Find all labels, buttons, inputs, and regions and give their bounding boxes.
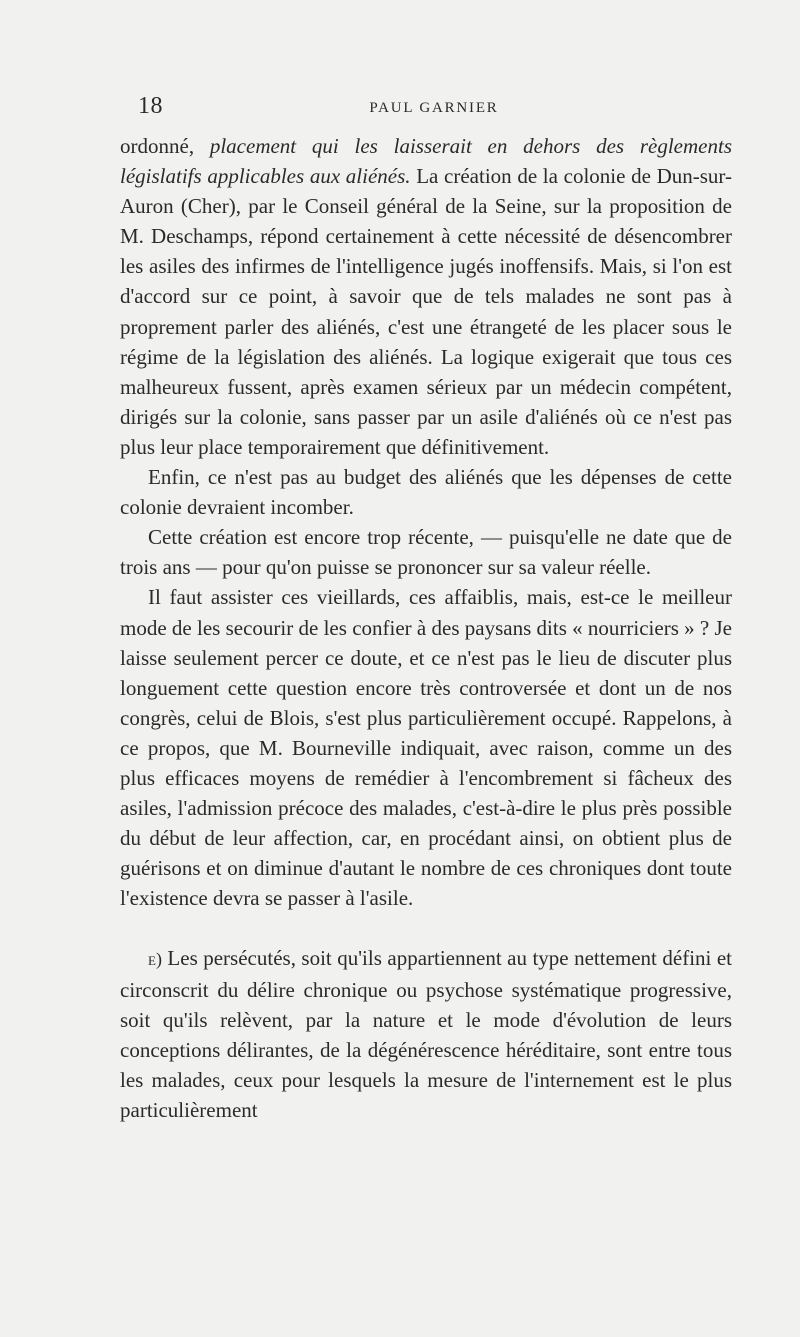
running-title: PAUL GARNIER [369,100,499,116]
paragraph-5-text: Les persécutés, soit qu'ils appartiennent au type nettement défini et circonscrit du délire chronique ou psychose systématique progressive, soit qu'ils relèvent, par la nature et le mode d'évolution de leurs conceptions délirantes, de la dégénérescence héréditaire, sont entre tous les malades, ceux pour lesquels la mesure de l'internement est le plus particulièrement [120,946,732,1122]
running-head [138,93,730,123]
paragraph-1-italic: placement qui les laisserait en dehors des règlements législatifs applicables aux aliénés. [120,134,732,189]
section-marker: e) [148,949,162,970]
paragraph-2: Enfin, ce n'est pas au budget des aliénés que les dépenses de cette colonie devraient incomber. [120,465,732,520]
paragraph-1 [120,131,732,462]
page-number: 18 [138,93,163,119]
paragraph-3: Cette création est encore trop récente, — puisqu'elle ne date que de trois ans — pour qu'on puisse se prononcer sur sa valeur réelle. [120,525,732,580]
paragraph-4: Il faut assister ces vieillards, ces affaiblis, mais, est-ce le meilleur mode de les secourir de les confier à des paysans dits « nourriciers » ? Je laisse seulement percer ce doute, et ce n'est pas le lieu de discuter plus longuement cette question encore très controversée et dont un de nos congrès, celui de Blois, s'est plus particulièrement occupé. Rappelons, à ce propos, que M. Bourneville indiquait, avec raison, comme un des plus efficaces moyens de remédier à l'encombrement si fâcheux des asiles, l'admission précoce des malades, c'est-à-dire le plus près possible du début de leur affection, car, en procédant ainsi, on obtient plus de guérisons et on diminue d'autant le nombre de ces chroniques dont toute l'existence devra se passer à l'asile. [120,585,732,911]
paragraph-1-start: ordonné, [120,134,210,158]
paragraph-1-end: La création de la colonie de Dun-sur-Auron (Cher), par le Conseil général de la Seine, sur la proposition de M. Deschamps, répond certainement à cette nécessité de désencombrer les asiles des infirmes de l'intelligence jugés inoffensifs. Mais, si l'on est d'accord sur ce point, à savoir que de tels malades ne sont pas à proprement parler des aliénés, c'est une étrangeté de les placer sous le régime de la législation des aliénés. La logique exigerait que tous ces malheureux fussent, après examen sérieux par un médecin compétent, dirigés sur la colonie, sans passer par un asile d'aliénés où ce n'est pas plus leur place temporairement que définitivement. [120,164,732,459]
paragraph-5 [120,943,732,1125]
body-text [120,131,732,1125]
